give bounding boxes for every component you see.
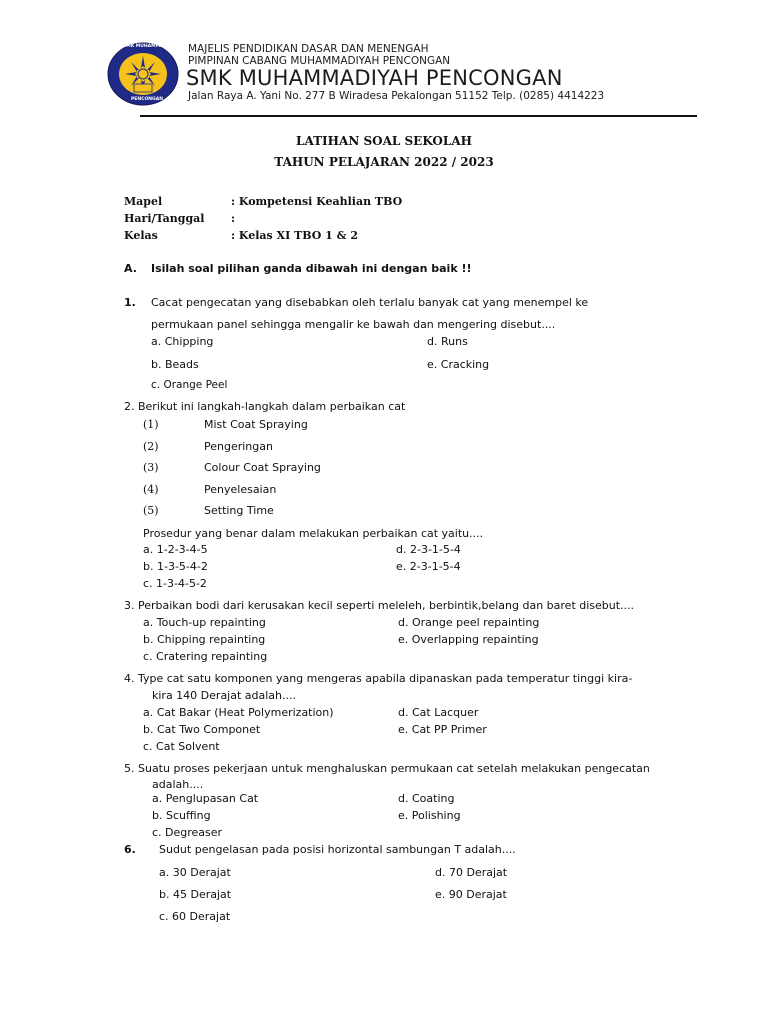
section-a-letter: A. <box>124 262 137 275</box>
info-mapel-value: : Kompetensi Keahlian TBO <box>231 195 403 208</box>
header-school-name: SMK MUHAMMADIYAH PENCONGAN <box>186 66 563 90</box>
doc-title: LATIHAN SOAL SEKOLAH <box>296 134 472 148</box>
q4-text-line2: kira 140 Derajat adalah.... <box>152 689 297 702</box>
q2-prompt: Prosedur yang benar dalam melakukan perbaikan cat yaitu.... <box>143 527 484 540</box>
q3-option-a: a. Touch-up repainting <box>143 616 266 629</box>
q2-option-a: a. 1-2-3-4-5 <box>143 543 208 556</box>
header-address: Jalan Raya A. Yani No. 277 B Wiradesa Pekalongan 51152 Telp. (0285) 4414223 <box>188 90 605 102</box>
q2-option-c: c. 1-3-4-5-2 <box>143 577 207 590</box>
q6-option-a: a. 30 Derajat <box>159 866 231 879</box>
q2-option-b: b. 1-3-5-4-2 <box>143 560 208 573</box>
info-mapel-label: Mapel <box>124 195 163 208</box>
q1-number: 1. <box>124 296 136 309</box>
doc-subtitle: TAHUN PELAJARAN 2022 / 2023 <box>274 155 494 169</box>
q6-text-line1: Sudut pengelasan pada posisi horizontal sambungan T adalah.... <box>159 843 516 856</box>
q2-option-e: e. 2-3-1-5-4 <box>396 560 461 573</box>
q5-option-c: c. Degreaser <box>152 826 223 839</box>
q5-text-line2: adalah.... <box>152 778 204 791</box>
info-hari-value: : <box>231 212 236 225</box>
info-kelas-label: Kelas <box>124 229 158 242</box>
q4-option-c: c. Cat Solvent <box>143 740 220 753</box>
q2-step-number: (3) <box>143 461 159 474</box>
header-organization-line1: MAJELIS PENDIDIKAN DASAR DAN MENENGAH <box>188 43 429 55</box>
q6-option-b: b. 45 Derajat <box>159 888 232 901</box>
q1-option-c: c. Orange Peel <box>151 379 228 391</box>
q3-option-e: e. Overlapping repainting <box>398 633 539 646</box>
q6-option-e: e. 90 Derajat <box>435 888 507 901</box>
section-a-instruction: Isilah soal pilihan ganda dibawah ini dengan baik !! <box>151 262 472 275</box>
logo-text-top: SMK MUHAMMADIYAH <box>123 44 180 49</box>
q2-step-text: Penyelesaian <box>204 483 277 496</box>
q2-step-number: (1) <box>143 418 159 431</box>
q3-option-b: b. Chipping repainting <box>143 633 266 646</box>
q6-option-d: d. 70 Derajat <box>435 866 508 879</box>
q5-option-b: b. Scuffing <box>152 809 211 822</box>
q5-option-d: d. Coating <box>398 792 455 805</box>
q4-option-e: e. Cat PP Primer <box>398 723 487 736</box>
school-logo <box>107 42 179 106</box>
q4-text-line1: 4. Type cat satu komponen yang mengeras apabila dipanaskan pada temperatur tinggi kira- <box>124 672 633 685</box>
q2-step-text: Colour Coat Spraying <box>204 461 321 474</box>
q1-option-d: d. Runs <box>427 335 468 348</box>
q5-option-e: e. Polishing <box>398 809 461 822</box>
q2-step-number: (2) <box>143 440 159 453</box>
q4-option-d: d. Cat Lacquer <box>398 706 479 719</box>
q2-step-number: (4) <box>143 483 159 496</box>
logo-text-bottom: PENCONGAN <box>131 97 163 102</box>
q1-option-a: a. Chipping <box>151 335 214 348</box>
q2-option-d: d. 2-3-1-5-4 <box>396 543 461 556</box>
info-hari-label: Hari/Tanggal <box>124 212 205 225</box>
q6-option-c: c. 60 Derajat <box>159 910 231 923</box>
q3-text-line1: 3. Perbaikan bodi dari kerusakan kecil seperti meleleh, berbintik,belang dan baret disebut.... <box>124 599 635 612</box>
q1-option-e: e. Cracking <box>427 358 490 371</box>
header-organization-line2: PIMPINAN CABANG MUHAMMADIYAH PENCONGAN <box>188 55 451 67</box>
info-kelas-value: : Kelas XI TBO 1 & 2 <box>231 229 359 242</box>
q2-step-text: Pengeringan <box>204 440 273 453</box>
q1-text-line1: Cacat pengecatan yang disebabkan oleh terlalu banyak cat yang menempel ke <box>151 296 589 309</box>
q1-text-line2: permukaan panel sehingga mengalir ke bawah dan mengering disebut.... <box>151 318 556 331</box>
header-divider <box>140 115 697 117</box>
q2-text-line1: 2. Berikut ini langkah-langkah dalam perbaikan cat <box>124 400 406 413</box>
q3-option-d: d. Orange peel repainting <box>398 616 540 629</box>
q3-option-c: c. Cratering repainting <box>143 650 268 663</box>
q2-step-text: Setting Time <box>204 504 274 517</box>
q4-option-b: b. Cat Two Componet <box>143 723 261 736</box>
q4-option-a: a. Cat Bakar (Heat Polymerization) <box>143 706 334 719</box>
q1-option-b: b. Beads <box>151 358 199 371</box>
q6-number: 6. <box>124 843 136 856</box>
q2-step-number: (5) <box>143 504 159 517</box>
q5-text-line1: 5. Suatu proses pekerjaan untuk menghaluskan permukaan cat setelah melakukan pengecatan <box>124 762 650 775</box>
q5-option-a: a. Penglupasan Cat <box>152 792 259 805</box>
q2-step-text: Mist Coat Spraying <box>204 418 308 431</box>
